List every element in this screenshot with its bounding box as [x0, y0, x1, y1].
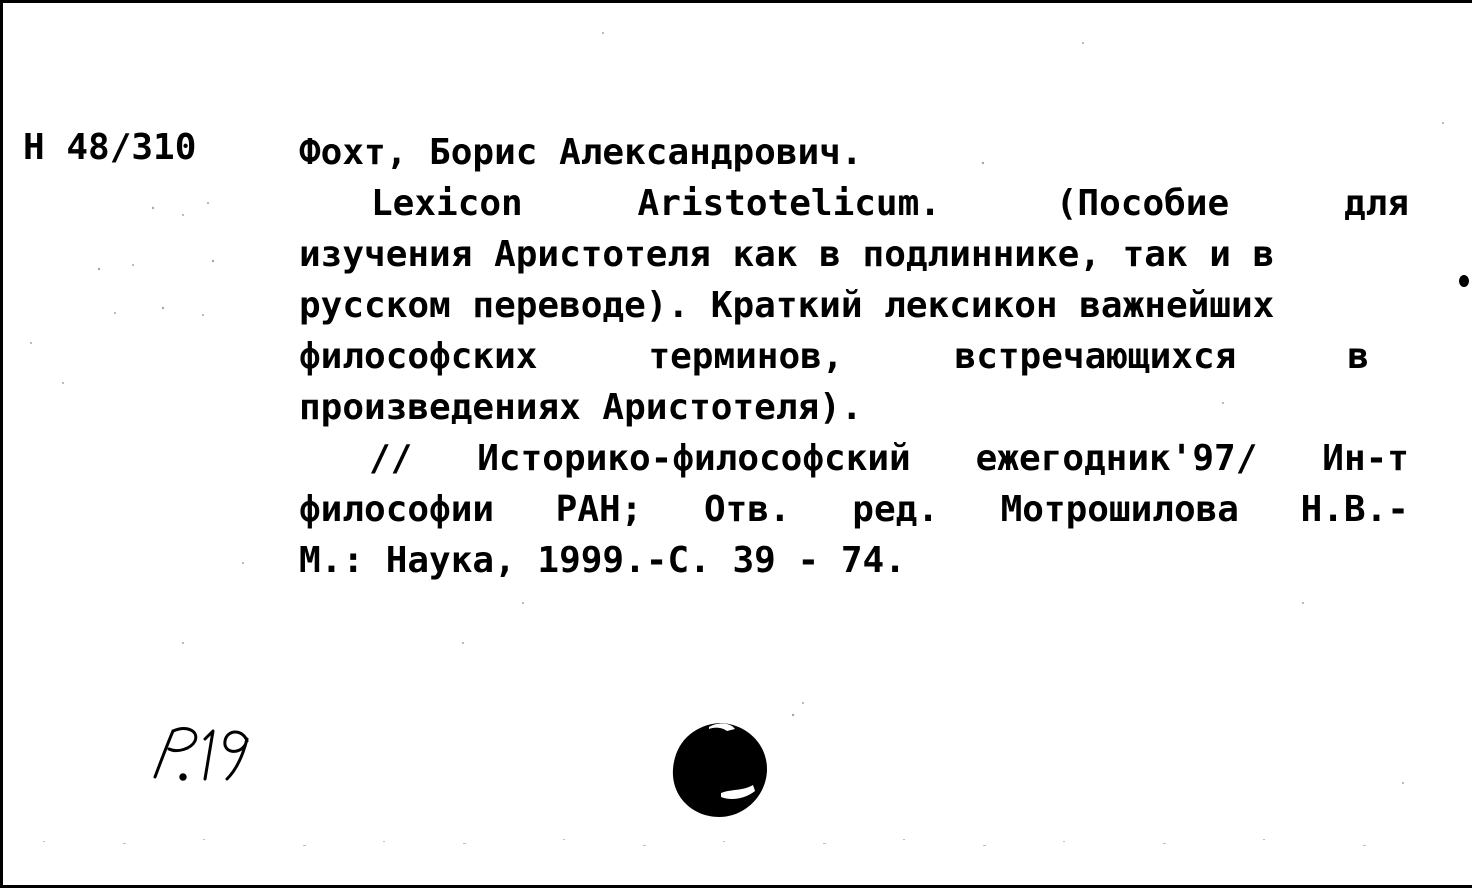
title-line-5: произведениях Аристотеля). — [299, 387, 863, 428]
bibliographic-entry — [299, 127, 1409, 586]
source-line-1 — [299, 433, 1409, 484]
title-line-1 — [299, 178, 1409, 229]
punch-hole — [669, 719, 769, 819]
title-word: терминов, — [648, 336, 844, 377]
title-line-2: изучения Аристотеля как в подлиннике, так и в — [299, 234, 1275, 275]
source-line-2 — [299, 484, 1409, 535]
title-word: Lexicon — [371, 183, 523, 224]
handwritten-shelf-mark-drawing — [143, 709, 293, 799]
source-word: Мотрошилова — [1000, 489, 1239, 530]
title-word: в — [1347, 336, 1369, 377]
title-word: Aristotelicum. — [637, 183, 941, 224]
source-word: ред. — [852, 489, 939, 530]
source-line-3: М.: Наука, 1999.-С. 39 - 74. — [299, 540, 906, 581]
author-line: Фохт, Борис Александрович. — [299, 132, 863, 173]
source-word: Отв. — [703, 489, 791, 530]
title-word: (Пособие — [1055, 183, 1230, 224]
title-line-4 — [299, 331, 1409, 382]
source-word: Историко-философский — [477, 438, 911, 479]
source-word: ежегодник'97/ — [975, 438, 1258, 479]
title-word: для — [1343, 183, 1409, 224]
call-number: Н 48/310 — [23, 127, 197, 168]
title-word: философских — [299, 336, 538, 377]
source-word: философии — [299, 489, 495, 530]
handwritten-shelf-mark — [143, 709, 293, 799]
title-word: встречающихся — [954, 336, 1237, 377]
source-word: Ин-т — [1322, 438, 1409, 479]
ink-dot — [1459, 275, 1469, 287]
title-line-3: русском переводе). Краткий лексикон важнейших — [299, 285, 1275, 326]
source-word: Н.В.- — [1300, 489, 1409, 530]
source-word: РАН; — [555, 489, 643, 530]
source-word: // — [369, 438, 413, 479]
